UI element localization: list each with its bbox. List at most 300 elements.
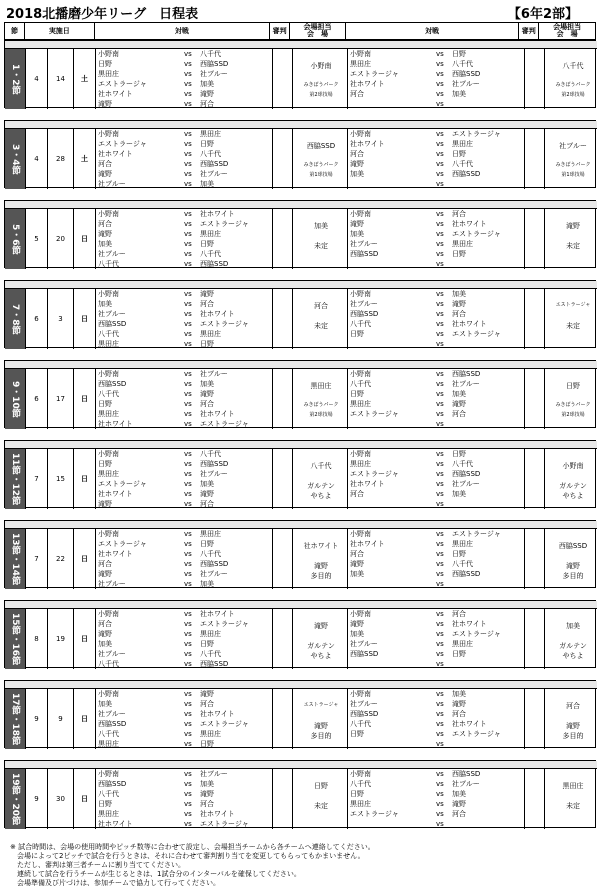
away-team: エストラージャ [452, 130, 501, 138]
match-row [348, 569, 524, 579]
grade-label: 【6年2部】 [507, 7, 578, 22]
vs-label: vs [184, 230, 192, 238]
block-separator [5, 441, 597, 449]
venue-cell [544, 49, 600, 109]
vs-label: vs [436, 470, 444, 478]
vs-label: vs [436, 400, 444, 408]
home-team: 滝野 [98, 230, 112, 238]
home-team: 小野南 [350, 770, 371, 778]
match-row [348, 129, 524, 139]
right-matches [347, 289, 597, 349]
home-team: 加美 [350, 570, 364, 578]
home-team: 黒田庄 [98, 470, 119, 478]
right-matches [347, 209, 597, 269]
home-team: 河合 [350, 150, 364, 158]
match-row [96, 149, 272, 159]
date-month: 6 [25, 289, 47, 349]
away-team: 社ホワイト [452, 620, 487, 628]
match-row [348, 419, 524, 429]
home-team: 西脇SSD [350, 250, 379, 258]
away-team: 河合 [200, 800, 214, 808]
match-row [348, 499, 524, 509]
away-team: 日野 [452, 550, 466, 558]
note-line: ただし、審判は第三者チームに割り当ててください。 [10, 861, 185, 869]
match-row [96, 579, 272, 589]
home-team: 西脇SSD [98, 720, 127, 728]
venue-text: 第2球技場 [309, 412, 333, 418]
match-row [348, 99, 524, 109]
away-team: エストラージャ [200, 220, 249, 228]
home-team: 河合 [350, 90, 364, 98]
vs-label: vs [436, 100, 444, 108]
referee-cell [272, 49, 292, 109]
match-row [348, 729, 524, 739]
referee-cell [524, 609, 544, 669]
home-team: 西脇SSD [98, 320, 127, 328]
venue-cell [292, 769, 348, 829]
header-referee: 審判 [270, 23, 290, 39]
away-team: 社ブルー [452, 480, 480, 488]
away-team: 社ホワイト [200, 410, 235, 418]
home-team: 小野南 [98, 690, 119, 698]
home-team: エストラージャ [98, 80, 147, 88]
venue-text: 八千代 [310, 462, 332, 470]
home-team: 社ホワイト [98, 820, 133, 828]
match-row [96, 219, 272, 229]
home-team: 日野 [350, 330, 364, 338]
right-matches [347, 529, 597, 589]
match-row [348, 539, 524, 549]
referee-cell [524, 769, 544, 829]
referee-cell [272, 369, 292, 429]
block-body [5, 689, 597, 749]
away-team: 河合 [452, 810, 466, 818]
match-row [348, 299, 524, 309]
away-team: 西脇SSD [200, 160, 229, 168]
block-separator [5, 201, 597, 209]
match-row [96, 169, 272, 179]
match-row [348, 659, 524, 669]
match-row [96, 339, 272, 349]
venue-cell [292, 609, 348, 669]
block-separator [5, 281, 597, 289]
venue-text: ガルテン [559, 642, 587, 650]
away-team: 日野 [200, 640, 214, 648]
vs-label: vs [436, 410, 444, 418]
date-weekday: 日 [73, 529, 95, 589]
away-team: 日野 [200, 340, 214, 348]
venue-text: みきぼうパーク [303, 82, 339, 88]
vs-label: vs [436, 330, 444, 338]
venue-text: 河合 [314, 302, 328, 310]
home-team: エストラージャ [350, 70, 399, 78]
venue-cell [292, 129, 348, 189]
vs-label: vs [184, 620, 192, 628]
vs-label: vs [436, 160, 444, 168]
venue-text: 黒田庄 [310, 382, 332, 390]
vs-label: vs [436, 70, 444, 78]
venue-text: 滝野 [314, 622, 328, 630]
vs-label: vs [184, 770, 192, 778]
block-body [5, 449, 597, 509]
away-team: 加美 [452, 290, 466, 298]
away-team: 西脇SSD [200, 460, 229, 468]
venue-cell [544, 449, 600, 509]
date-day: 17 [47, 369, 73, 429]
match-row [96, 709, 272, 719]
venue-text: 社ブルー [559, 142, 587, 150]
date-month: 7 [25, 529, 47, 589]
venue-text: ガルテン [307, 642, 335, 650]
venue-text: 多目的 [310, 732, 332, 740]
away-team: 加美 [452, 690, 466, 698]
page-title: 2018北播磨少年リーグ 日程表 [6, 7, 199, 22]
match-row [96, 539, 272, 549]
home-team: 黒田庄 [98, 410, 119, 418]
match-row [96, 649, 272, 659]
venue-text: 小野南 [310, 62, 332, 70]
match-row [348, 579, 524, 589]
away-team: エストラージャ [200, 820, 249, 828]
note-line: 連続して試合を行うチームが生じるときは、1試合分のインターバルを確保してください。 [10, 870, 301, 878]
match-row [348, 559, 524, 569]
venue-text: みきぼうパーク [555, 402, 591, 408]
home-team: 河合 [98, 560, 112, 568]
match-row [348, 169, 524, 179]
match-row [348, 699, 524, 709]
home-team: 滝野 [98, 570, 112, 578]
home-team: 社ホワイト [98, 420, 133, 428]
match-row [348, 809, 524, 819]
away-team: 加美 [452, 490, 466, 498]
away-team: エストラージャ [200, 620, 249, 628]
home-team: 西脇SSD [350, 650, 379, 658]
vs-label: vs [184, 80, 192, 88]
match-row [96, 309, 272, 319]
away-team: 黒田庄 [200, 530, 221, 538]
vs-label: vs [184, 580, 192, 588]
vs-label: vs [436, 740, 444, 748]
home-team: 八千代 [98, 790, 119, 798]
referee-cell [524, 209, 544, 269]
home-team: 黒田庄 [350, 400, 371, 408]
match-row [348, 289, 524, 299]
home-team: 滝野 [98, 630, 112, 638]
venue-text: 加美 [566, 622, 580, 630]
referee-cell [524, 369, 544, 429]
match-row [96, 239, 272, 249]
venue-cell [544, 529, 600, 589]
venue-text: 第1球技場 [309, 172, 333, 178]
home-team: 小野南 [350, 50, 371, 58]
match-row [96, 129, 272, 139]
referee-cell [272, 129, 292, 189]
left-matches [95, 529, 347, 589]
left-matches [95, 209, 347, 269]
referee-cell [272, 609, 292, 669]
vs-label: vs [436, 710, 444, 718]
venue-cell [544, 769, 600, 829]
away-team: 滝野 [452, 800, 466, 808]
date-weekday: 土 [73, 129, 95, 189]
away-team: 加美 [452, 90, 466, 98]
vs-label: vs [184, 330, 192, 338]
home-team: 日野 [98, 400, 112, 408]
home-team: 社ホワイト [98, 90, 133, 98]
away-team: 河合 [200, 500, 214, 508]
away-team: 黒田庄 [200, 630, 221, 638]
match-row [96, 89, 272, 99]
referee-cell [524, 129, 544, 189]
venue-text: 第2球技場 [561, 92, 585, 98]
venue-text: やちよ [562, 492, 584, 500]
vs-label: vs [184, 160, 192, 168]
vs-label: vs [184, 180, 192, 188]
vs-label: vs [184, 240, 192, 248]
setsu-label: 9・10節 [5, 369, 25, 429]
match-row [96, 559, 272, 569]
home-team: 社ブルー [98, 710, 126, 718]
setsu-label: 19節・20節 [5, 769, 25, 829]
vs-label: vs [184, 220, 192, 228]
away-team: 西脇SSD [452, 570, 481, 578]
away-team: 加美 [200, 780, 214, 788]
right-matches [347, 449, 597, 509]
referee-cell [524, 449, 544, 509]
schedule-block [4, 280, 596, 348]
right-matches [347, 609, 597, 669]
venue-text: ガルテン [307, 482, 335, 490]
date-day: 28 [47, 129, 73, 189]
match-row [348, 819, 524, 829]
away-team: 加美 [200, 380, 214, 388]
home-team: 小野南 [98, 50, 119, 58]
venue-cell [292, 289, 348, 349]
home-team: 滝野 [98, 100, 112, 108]
referee-cell [272, 689, 292, 749]
match-row [96, 479, 272, 489]
away-team: 黒田庄 [452, 140, 473, 148]
home-team: 八千代 [98, 660, 119, 668]
match-row [96, 799, 272, 809]
match-row [348, 799, 524, 809]
vs-label: vs [436, 800, 444, 808]
home-team: 日野 [98, 60, 112, 68]
venue-text: エストラージャ [303, 702, 339, 708]
vs-label: vs [184, 780, 192, 788]
block-separator [5, 681, 597, 689]
away-team: 黒田庄 [452, 240, 473, 248]
match-row [348, 529, 524, 539]
away-team: 河合 [452, 410, 466, 418]
date-weekday: 日 [73, 369, 95, 429]
vs-label: vs [184, 320, 192, 328]
away-team: 河合 [200, 100, 214, 108]
away-team: 社ホワイト [452, 320, 487, 328]
match-row [96, 409, 272, 419]
date-month: 6 [25, 369, 47, 429]
match-row [96, 389, 272, 399]
referee-cell [524, 689, 544, 749]
home-team: 日野 [350, 790, 364, 798]
home-team: エストラージャ [350, 470, 399, 478]
match-row [96, 789, 272, 799]
vs-label: vs [184, 150, 192, 158]
venue-text: 滝野 [566, 722, 580, 730]
vs-label: vs [184, 460, 192, 468]
match-row [348, 339, 524, 349]
home-team: 滝野 [98, 500, 112, 508]
vs-label: vs [184, 700, 192, 708]
vs-label: vs [184, 50, 192, 58]
vs-label: vs [436, 390, 444, 398]
away-team: 八千代 [200, 450, 221, 458]
vs-label: vs [184, 250, 192, 258]
venue-text: 西脇SSD [558, 542, 588, 550]
match-row [96, 259, 272, 269]
away-team: 黒田庄 [200, 330, 221, 338]
venue-cell [292, 369, 348, 429]
away-team: 社ホワイト [452, 720, 487, 728]
home-team: 日野 [350, 730, 364, 738]
away-team: エストラージャ [452, 530, 501, 538]
match-row [348, 329, 524, 339]
vs-label: vs [184, 410, 192, 418]
match-row [348, 479, 524, 489]
block-body [5, 529, 597, 589]
header-venue-2: 会場担当 会 場 [553, 23, 582, 38]
vs-label: vs [184, 820, 192, 828]
away-team: 日野 [452, 150, 466, 158]
schedule-block [4, 360, 596, 428]
header-date: 実施日 [25, 23, 95, 39]
vs-label: vs [436, 650, 444, 658]
home-team: 黒田庄 [98, 340, 119, 348]
match-row [348, 709, 524, 719]
venue-text: 未定 [314, 322, 328, 330]
away-team: エストラージャ [200, 720, 249, 728]
schedule-block [4, 600, 596, 668]
match-row [348, 209, 524, 219]
schedule-block [4, 680, 596, 748]
away-team: 社ブルー [200, 470, 228, 478]
vs-label: vs [184, 660, 192, 668]
vs-label: vs [184, 800, 192, 808]
vs-label: vs [436, 140, 444, 148]
match-row [96, 229, 272, 239]
match-row [96, 489, 272, 499]
match-row [96, 629, 272, 639]
match-row [348, 489, 524, 499]
home-team: 滝野 [98, 170, 112, 178]
away-team: 西脇SSD [452, 70, 481, 78]
left-matches [95, 609, 347, 669]
home-team: 黒田庄 [350, 460, 371, 468]
vs-label: vs [184, 400, 192, 408]
match-row [96, 689, 272, 699]
match-row [348, 449, 524, 459]
away-team: 黒田庄 [452, 540, 473, 548]
vs-label: vs [184, 560, 192, 568]
away-team: 八千代 [452, 160, 473, 168]
match-row [96, 289, 272, 299]
home-team: 日野 [98, 800, 112, 808]
home-team: 社ホワイト [350, 140, 385, 148]
venue-text: エストラージャ [555, 302, 591, 308]
match-row [96, 739, 272, 749]
vs-label: vs [436, 540, 444, 548]
home-team: 八千代 [98, 260, 119, 268]
vs-label: vs [436, 530, 444, 538]
away-team: 滝野 [200, 390, 214, 398]
left-matches [95, 769, 347, 829]
venue-text: 滝野 [314, 562, 328, 570]
vs-label: vs [436, 50, 444, 58]
away-team: 西脇SSD [200, 260, 229, 268]
block-separator [5, 121, 597, 129]
venue-text: やちよ [562, 652, 584, 660]
vs-label: vs [184, 140, 192, 148]
away-team: 滝野 [200, 690, 214, 698]
away-team: 社ブルー [200, 370, 228, 378]
vs-label: vs [184, 490, 192, 498]
home-team: 小野南 [350, 610, 371, 618]
venue-text: 多目的 [562, 732, 584, 740]
note-line: 会場によって2ピッチで試合を行うときは、それに合わせて審判割り当てを変更してもらってもかまいません。 [10, 852, 365, 860]
date-month: 9 [25, 689, 47, 749]
away-team: エストラージャ [452, 330, 501, 338]
match-row [96, 769, 272, 779]
away-team: 西脇SSD [200, 660, 229, 668]
match-row [96, 659, 272, 669]
left-matches [95, 129, 347, 189]
date-month: 5 [25, 209, 47, 269]
venue-text: 河合 [566, 702, 580, 710]
block-body [5, 769, 597, 829]
home-team: 加美 [350, 170, 364, 178]
venue-text: みきぼうパーク [555, 162, 591, 168]
venue-text: 小野南 [562, 462, 584, 470]
vs-label: vs [184, 370, 192, 378]
home-team: 社ホワイト [350, 480, 385, 488]
home-team: 加美 [350, 230, 364, 238]
home-team: 加美 [98, 700, 112, 708]
home-team: 西脇SSD [350, 710, 379, 718]
vs-label: vs [184, 420, 192, 428]
note-line: 会場準備及び片づけは、参加チームで協力して行ってください。 [10, 879, 220, 887]
match-row [96, 139, 272, 149]
match-row [96, 609, 272, 619]
vs-label: vs [436, 500, 444, 508]
match-row [96, 159, 272, 169]
vs-label: vs [436, 310, 444, 318]
away-team: 加美 [452, 390, 466, 398]
match-row [348, 89, 524, 99]
home-team: 河合 [350, 550, 364, 558]
date-day: 3 [47, 289, 73, 349]
schedule-block [4, 200, 596, 268]
date-day: 15 [47, 449, 73, 509]
vs-label: vs [436, 700, 444, 708]
away-team: 加美 [200, 580, 214, 588]
venue-cell [544, 689, 600, 749]
home-team: 黒田庄 [98, 810, 119, 818]
match-row [96, 729, 272, 739]
vs-label: vs [436, 480, 444, 488]
venue-text: 第1球技場 [561, 172, 585, 178]
match-row [96, 299, 272, 309]
match-row [348, 719, 524, 729]
